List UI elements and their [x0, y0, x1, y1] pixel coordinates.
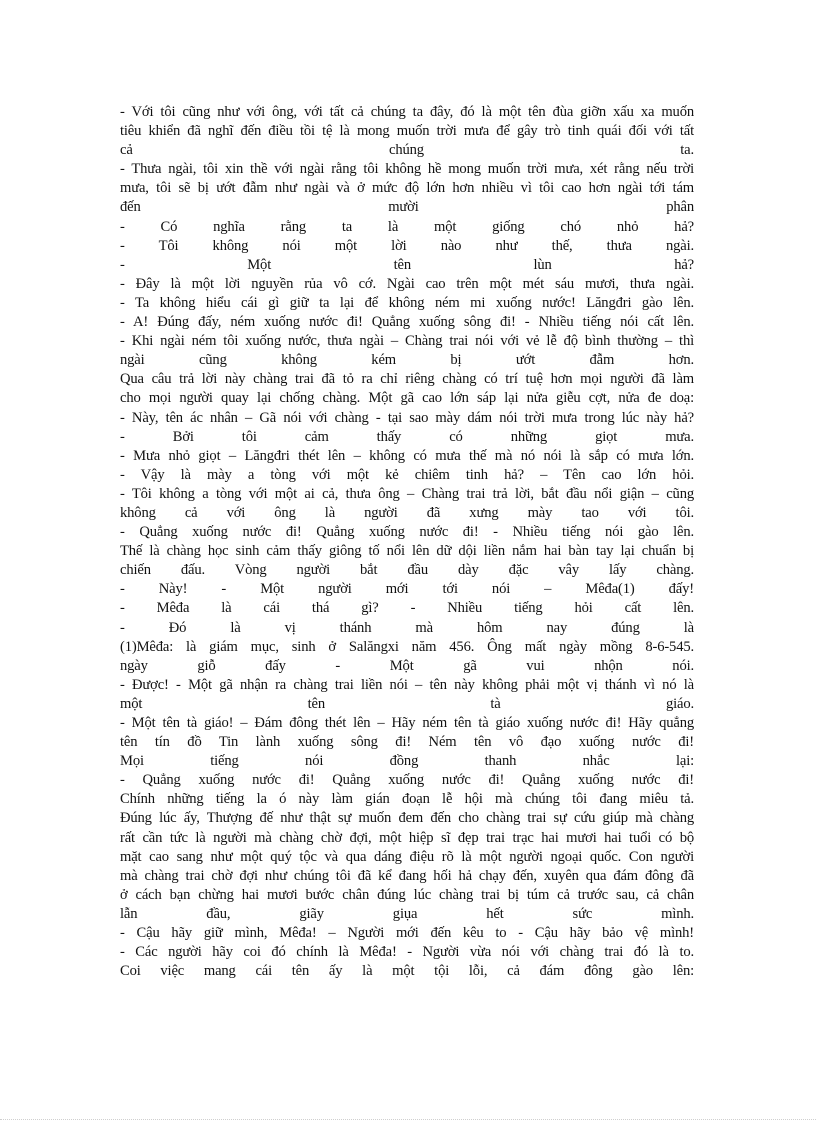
text-line: - Quẳng xuống nước đi! Quẳng xuống nước đi! Quẳng xuống nước đi!	[120, 772, 694, 789]
text-line: chiến đấu. Vòng người bắt đầu dày đặc vây lấy chàng.	[120, 562, 694, 579]
text-line: cho mọi người quay lại chống chàng. Một gã cao lớn sáp lại nửa giễu cợt, nửa đe doạ:	[120, 390, 694, 407]
text-line: - Cậu hãy giữ mình, Mêđa! – Người mới đến kêu to - Cậu hãy bảo vệ mình!	[120, 925, 694, 942]
text-line: lẫn đầu, giãy giụa hết sức mình.	[120, 905, 694, 922]
text-line: - Các người hãy coi đó chính là Mêđa! - Người vừa nói với chàng trai đó là to.	[120, 944, 694, 961]
text-line: ngày giỗ đấy - Một gã vui nhộn nói.	[120, 657, 694, 674]
text-line: không cả với ông là người đã xưng mày tao với tôi.	[120, 504, 694, 521]
text-line: - Ta không hiểu cái gì giữ ta lại để không ném mi xuống nước! Lăngđri gào lên.	[120, 294, 694, 311]
text-line: Mọi tiếng nói đồng thanh nhắc lại:	[120, 753, 694, 770]
text-line: - Được! - Một gã nhận ra chàng trai liền nói – tên này không phải một vị thánh vì nó là	[120, 676, 694, 693]
text-line: tiêu khiển đã nghĩ đến điều tồi tệ là mong muốn trời mưa để gây trò tinh quái đối với tất	[120, 123, 694, 140]
text-line: tên tín đồ Tin lành xuống sông đi! Ném tên vô đạo xuống nước đi!	[120, 734, 694, 751]
text-line: - Mưa nhỏ giọt – Lăngđri thét lên – không có mưa thế mà nó nói là sắp có mưa lớn.	[120, 447, 694, 464]
document-body	[120, 103, 694, 981]
text-line: Coi việc mang cái tên ấy là một tội lỗi, cả đám đông gào lên:	[120, 963, 694, 980]
text-line: - Này! - Một người mới tới nói – Mêđa(1) đấy!	[120, 581, 694, 598]
text-line: - Một tên lùn hả?	[120, 256, 694, 273]
text-line: - Quẳng xuống nước đi! Quẳng xuống nước đi! - Nhiều tiếng nói gào lên.	[120, 524, 694, 541]
text-line: - Mêđa là cái thá gì? - Nhiều tiếng hỏi cất lên.	[120, 600, 694, 617]
text-line: - Đó là vị thánh mà hôm nay đúng là	[120, 619, 694, 636]
text-line: Qua câu trả lời này chàng trai đã tỏ ra chỉ riêng chàng có trí tuệ hơn mọi người đã làm	[120, 371, 694, 388]
text-line: - Vậy là mày a tòng với một kẻ chiêm tinh hả? – Tên cao lớn hỏi.	[120, 466, 694, 483]
text-line: - Khi ngài ném tôi xuống nước, thưa ngài – Chàng trai nói với vẻ lễ độ bình thường – thì	[120, 333, 694, 350]
text-line: một tên tà giáo.	[120, 695, 694, 712]
text-line: - Đây là một lời nguyền rủa vô cớ. Ngài cao trên một mét sáu mươi, thưa ngài.	[120, 275, 694, 292]
text-line: - Một tên tà giáo! – Đám đông thét lên – Hãy ném tên tà giáo xuống nước đi! Hãy quẳng	[120, 715, 694, 731]
text-line: ở cách bạn chừng hai mươi bước chân đúng lúc chàng trai bị túm cả trước sau, cả chân	[120, 886, 694, 903]
text-line: đến mười phân	[120, 199, 694, 216]
text-line: - A! Đúng đấy, ném xuống nước đi! Quẳng xuống sông đi! - Nhiều tiếng nói cất lên.	[120, 314, 694, 331]
text-line: mà chàng trai chờ đợi như chúng tôi đã kể đang hối hả chạy đến, xuyên qua đám đông đã	[120, 867, 694, 884]
text-line: - Này, tên ác nhân – Gã nói với chàng - tại sao mày dám nói trời mưa trong lúc này hả?	[120, 409, 694, 426]
text-line: Đúng lúc ấy, Thượng đế như thật sự muốn đem đến cho chàng trai sự cứu giúp mà chàng	[120, 810, 694, 827]
text-line: mặt cao sang như một quý tộc và qua dáng điệu rõ là một người ngoại quốc. Con người	[120, 848, 694, 865]
page-bottom-divider	[0, 1119, 816, 1120]
text-line: rất cần tức là người mà chàng chờ đợi, một hiệp sĩ đẹp trai trạc hai mươi hai tuổi có bộ	[120, 829, 694, 846]
text-line: - Bởi tôi cảm thấy có những giọt mưa.	[120, 428, 694, 445]
text-line: - Với tôi cũng như với ông, với tất cả chúng ta đây, đó là một tên đùa giỡn xấu xa muốn	[120, 104, 694, 120]
text-line: - Tôi không a tòng với một ai cả, thưa ông – Chàng trai trả lời, bắt đầu nổi giận – cũng	[120, 485, 694, 502]
text-line: - Thưa ngài, tôi xin thề với ngài rằng tôi không hề mong muốn trời mưa, xét rằng nếu trời	[120, 161, 694, 178]
text-line: - Tôi không nói một lời nào như thế, thưa ngài.	[120, 237, 694, 254]
text-line: mưa, tôi sẽ bị ướt đẫm như ngài và ở mức độ lớn hơn nhiều vì tôi cao hơn ngài tới tám	[120, 180, 694, 197]
text-line: Thế là chàng học sinh cảm thấy giông tố nổi lên dữ dội liền nắm hai bàn tay lại chuẩn bị	[120, 543, 694, 560]
text-line: - Có nghĩa rằng ta là một giống chó nhỏ hả?	[120, 218, 694, 235]
text-line: cả chúng ta.	[120, 142, 694, 159]
footnote-line: (1)Mêđa: là giám mục, sinh ở Salăngxi năm 456. Ông mất ngày mồng 8-6-545.	[120, 638, 694, 655]
text-line: Chính những tiếng la ó này làm gián đoạn lễ hội mà chúng tôi đang miêu tả.	[120, 791, 694, 808]
text-line: ngài cũng không kém bị ướt đẫm hơn.	[120, 352, 694, 369]
